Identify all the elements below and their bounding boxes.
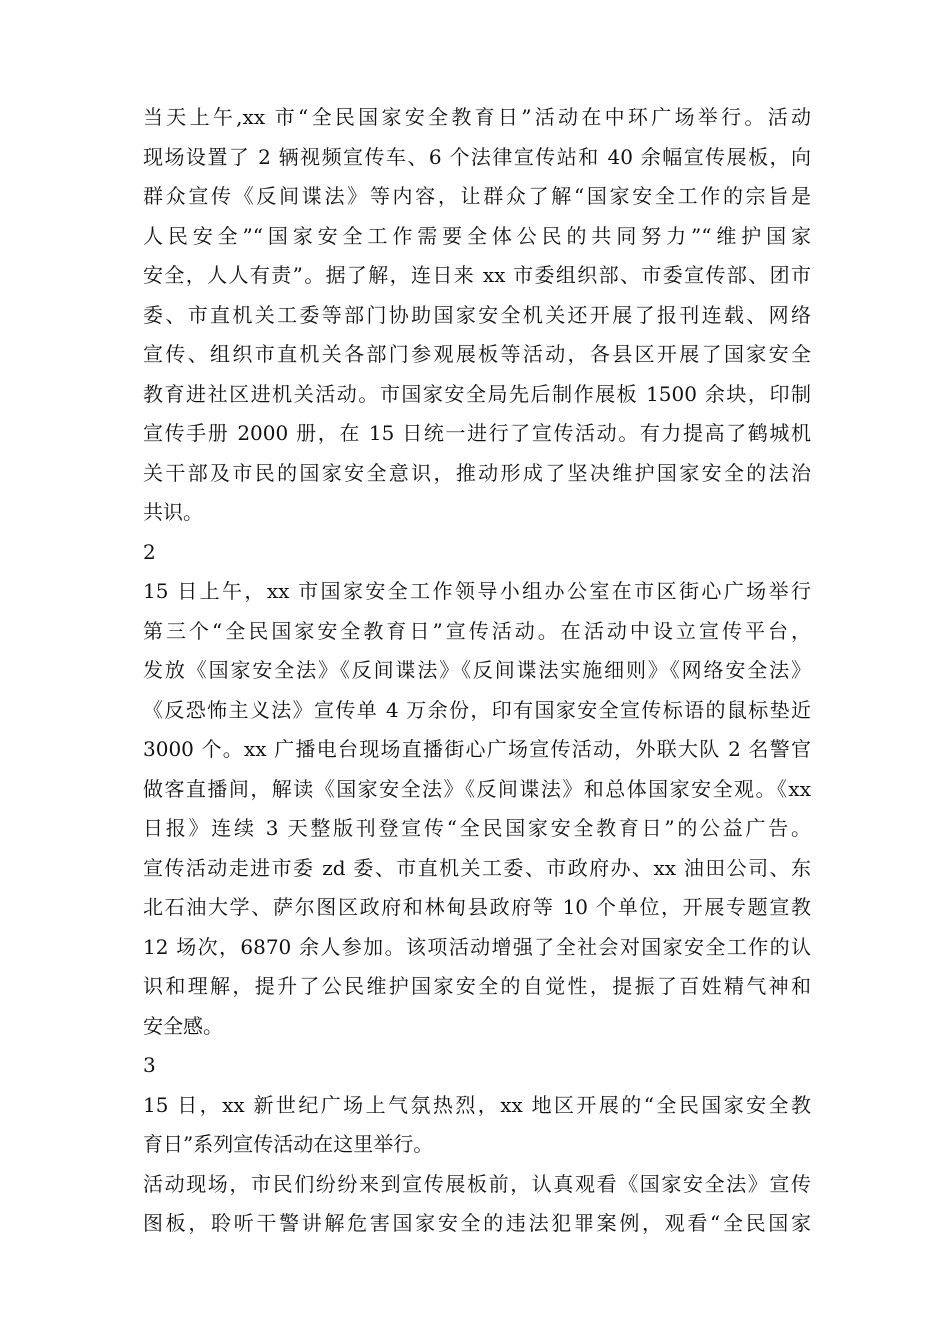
text-line: 第三个“全民国家安全教育日”宣传活动。在活动中设立宣传平台， bbox=[143, 618, 811, 643]
text-line: 《反恐怖主义法》宣传单 4 万余份，印有国家安全宣传标语的鼠标垫近 bbox=[143, 697, 811, 722]
text-line: 15 日上午，xx 市国家安全工作领导小组办公室在市区街心广场举行 bbox=[143, 579, 811, 603]
text-line: 人民安全”“国家安全工作需要全体公民的共同努力”“维护国家 bbox=[143, 223, 811, 248]
text-line: 北石油大学、萨尔图区政府和林甸县政府等 10 个单位，开展专题宣教 bbox=[143, 895, 811, 919]
text-line: 关干部及市民的国家安全意识，推动形成了坚决维护国家安全的法治 bbox=[143, 460, 811, 485]
text-line: 宣传活动走进市委 zd 委、市直机关工委、市政府办、xx 油田公司、东 bbox=[143, 855, 811, 880]
text-line: 当天上午,xx 市“全民国家安全教育日”活动在中环广场举行。活动 bbox=[143, 105, 811, 129]
text-line: 发放《国家安全法》《反间谍法》《反间谍法实施细则》《网络安全法》 bbox=[143, 658, 811, 682]
text-line: 活动现场，市民们纷纷来到宣传展板前，认真观看《国家安全法》宣传 bbox=[143, 1171, 811, 1196]
text-line: 15 日，xx 新世纪广场上气氛热烈，xx 地区开展的“全民国家安全教 bbox=[143, 1092, 811, 1117]
text-line: 做客直播间，解读《国家安全法》《反间谍法》和总体国家安全观。《xx bbox=[143, 776, 811, 801]
text-line: 识和理解，提升了公民维护国家安全的自觉性，提振了百姓精气神和 bbox=[143, 974, 811, 998]
document-body bbox=[143, 98, 811, 1244]
text-line: 3 bbox=[143, 1053, 156, 1077]
text-line: 12 场次，6870 余人参加。该项活动增强了全社会对国家安全工作的认 bbox=[143, 934, 811, 959]
text-line: 共识。 bbox=[143, 500, 203, 524]
text-line: 现场设置了 2 辆视频宣传车、6 个法律宣传站和 40 余幅宣传展板，向 bbox=[143, 144, 811, 169]
text-line: 育日”系列宣传活动在这里举行。 bbox=[143, 1132, 434, 1156]
text-line: 委、市直机关工委等部门协助国家安全机关还开展了报刊连载、网络 bbox=[143, 302, 811, 327]
text-line: 日报》连续 3 天整版刊登宣传“全民国家安全教育日”的公益广告。 bbox=[143, 816, 811, 840]
text-line: 安全感。 bbox=[143, 1013, 223, 1038]
text-line: 宣传手册 2000 册，在 15 日统一进行了宣传活动。有力提高了鹤城机 bbox=[143, 421, 811, 445]
text-line: 2 bbox=[143, 539, 156, 564]
text-line: 图板，聆听干警讲解危害国家安全的违法犯罪案例，观看“全民国家 bbox=[143, 1211, 811, 1235]
text-line: 教育进社区进机关活动。市国家安全局先后制作展板 1500 余块，印制 bbox=[143, 381, 811, 406]
text-line: 宣传、组织市直机关各部门参观展板等活动，各县区开展了国家安全 bbox=[143, 342, 811, 366]
text-line: 群众宣传《反间谍法》等内容，让群众了解“国家安全工作的宗旨是 bbox=[143, 184, 811, 208]
text-line: 安全，人人有责”。据了解，连日来 xx 市委组织部、市委宣传部、团市 bbox=[143, 263, 811, 287]
text-line: 3000 个。xx 广播电台现场直播街心广场宣传活动，外联大队 2 名警官 bbox=[143, 737, 811, 761]
